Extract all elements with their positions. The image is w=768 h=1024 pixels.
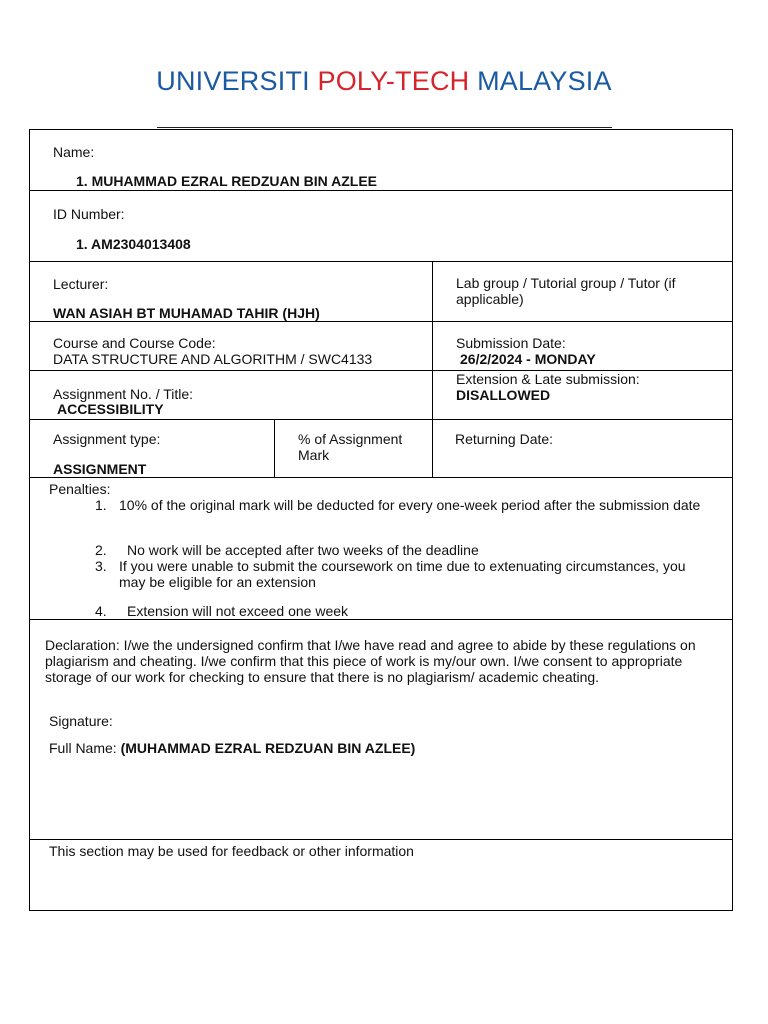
assignment-mark-label: % of Assignment Mark [298,431,403,463]
signature-label: Signature: [49,713,113,729]
row-divider [29,619,733,620]
penalty-item: If you were unable to submit the coursework on time due to extenuating circumstances, you may be eligible for an extension [119,558,686,590]
penalty-item: No work will be accepted after two weeks of the deadline [127,542,479,558]
logo-underline [157,127,612,128]
logo-word-polytech: POLY-TECH [317,66,470,96]
row-divider [29,477,733,478]
penalties-title: Penalties: [49,481,111,497]
row-divider [29,190,733,191]
submission-date-value: 26/2/2024 - MONDAY [460,351,596,367]
name-value: 1. MUHAMMAD EZRAL REDZUAN BIN AZLEE [76,173,377,189]
declaration-text: Declaration: I/we the undersigned confirm that I/we have read and agree to abide by these regulations on plagiarism and cheating. I/we confirm that this piece of work is my/our own. I/we consent to appropriate storage of our work for checking to ensure that there is no plagiarism/ academic cheating. [45,637,696,685]
lecturer-label: Lecturer: [53,276,109,292]
name-label: Name: [53,144,95,160]
id-value: 1. AM2304013408 [76,236,191,252]
penalty-item: 10% of the original mark will be deducted for every one-week period after the submission date [119,497,701,513]
returning-date-label: Returning Date: [455,431,554,447]
full-name-label: Full Name: [49,740,121,756]
university-logo [0,66,768,97]
id-label: ID Number: [53,206,125,222]
submission-date-label: Submission Date: [456,335,566,351]
penalty-number: 1. [95,497,107,513]
assignment-title-value: ACCESSIBILITY [57,401,164,417]
assignment-type-label: Assignment type: [53,431,161,447]
course-value: DATA STRUCTURE AND ALGORITHM / SWC4133 [53,351,373,367]
penalty-number: 3. [95,558,107,574]
logo-word-malaysia: MALAYSIA [477,66,612,96]
row-divider [29,261,733,262]
lab-group-label: Lab group / Tutorial group / Tutor (if applicable) [456,275,676,307]
assignment-type-value: ASSIGNMENT [53,461,147,477]
column-divider [432,261,433,477]
penalty-number: 4. [95,603,107,619]
row-divider [29,321,733,322]
row-divider [29,419,733,420]
extension-label: Extension & Late submission: [456,371,640,387]
logo-word-universiti: UNIVERSITI [156,66,310,96]
lecturer-value: WAN ASIAH BT MUHAMAD TAHIR (HJH) [53,305,320,321]
full-name-line [49,740,415,756]
feedback-note: This section may be used for feedback or other information [49,843,414,859]
extension-value: DISALLOWED [456,387,551,403]
column-divider [274,419,275,477]
row-divider [29,839,733,840]
penalty-number: 2. [95,542,107,558]
course-label: Course and Course Code: [53,335,216,351]
assignment-title-label: Assignment No. / Title: [53,386,194,402]
penalty-item: Extension will not exceed one week [127,603,349,619]
full-name-value: (MUHAMMAD EZRAL REDZUAN BIN AZLEE) [120,740,416,756]
